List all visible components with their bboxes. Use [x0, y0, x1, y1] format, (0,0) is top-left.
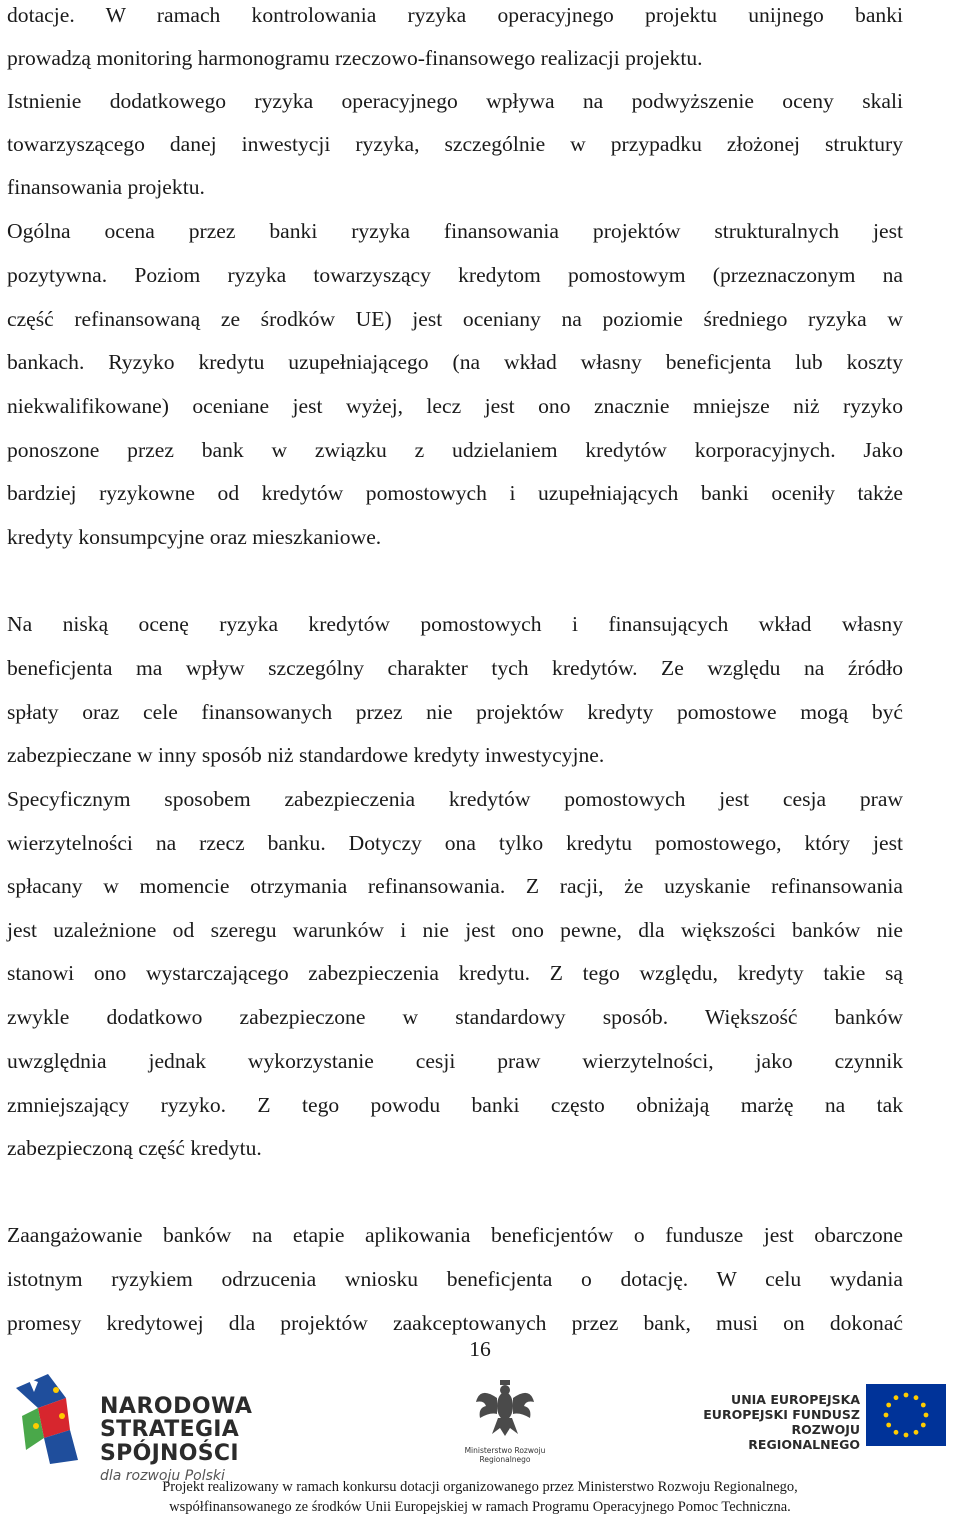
- text-line: Istnienie dodatkowego ryzyka operacyjnego wpływa na podwyższenie oceny skali: [7, 89, 903, 113]
- nss-emblem-icon: [8, 1368, 98, 1468]
- nss-logo: [8, 1368, 348, 1484]
- ministry-label: Ministerstwo Rozwoju Regionalnego: [464, 1446, 546, 1464]
- text-line: Ogólna ocena przez banki ryzyka finansowania projektów strukturalnych jest: [7, 219, 903, 243]
- nss-subtitle: dla rozwoju Polski: [100, 1468, 225, 1484]
- eagle-emblem-icon: [440, 1376, 570, 1446]
- text-line: ponoszone przez bank w związku z udzielaniem kredytów korporacyjnych. Jako: [7, 438, 903, 462]
- eu-logo: [688, 1378, 950, 1460]
- text-line: beneficjenta ma wpływ szczególny charakter tych kredytów. Ze względu na źródło: [7, 656, 903, 680]
- text-line: Specyficznym sposobem zabezpieczenia kredytów pomostowych jest cesja praw: [7, 787, 903, 811]
- text-line: spłacany w momencie otrzymania refinansowania. Z racji, że uzyskanie refinansowania: [7, 874, 903, 898]
- ministry-logo: [440, 1376, 570, 1466]
- footer-line2: współfinansowanego ze środków Unii Europejskiej w ramach Programu Operacyjnego Pomoc Techniczna.: [169, 1499, 791, 1515]
- text-line: bankach. Ryzyko kredytu uzupełniającego (na wkład własny beneficjenta lub koszty: [7, 350, 903, 374]
- text-line: zmniejszający ryzyko. Z tego powodu banki często obniżają marżę na tak: [7, 1093, 903, 1117]
- nss-title-line2: STRATEGIA SPÓJNOŚCI: [100, 1417, 240, 1466]
- text-line: wierzytelności na rzecz banku. Dotyczy ona tylko kredytu pomostowego, który jest: [7, 831, 903, 855]
- logo-bar: [0, 1368, 960, 1484]
- text-line: zabezpieczoną część kredytu.: [7, 1136, 262, 1160]
- footer-line1: Projekt realizowany w ramach konkursu dotacji organizowanego przez Ministerstwo Rozwoju Regionalnego,: [162, 1479, 798, 1495]
- text-line: część refinansowaną ze środków UE) jest oceniany na poziomie średniego ryzyka w: [7, 307, 903, 331]
- eu-flag-icon: [866, 1384, 946, 1446]
- eu-text-line2: EUROPEJSKI FUNDUSZ: [703, 1407, 860, 1422]
- nss-title-line1: NARODOWA: [100, 1394, 253, 1419]
- text-line: Na niską ocenę ryzyka kredytów pomostowych i finansujących wkład własny: [7, 612, 903, 636]
- text-line: prowadzą monitoring harmonogramu rzeczowo-finansowego realizacji projektu.: [7, 46, 703, 70]
- text-line: pozytywna. Poziom ryzyka towarzyszący kredytom pomostowym (przeznaczonym na: [7, 263, 903, 287]
- eu-text-line3: ROZWOJU REGIONALNEGO: [748, 1422, 860, 1452]
- eu-text-line1: UNIA EUROPEJSKA: [731, 1392, 860, 1407]
- text-line: bardziej ryzykowne od kredytów pomostowych i uzupełniających banki oceniły także: [7, 481, 903, 505]
- page-number: 16: [469, 1337, 491, 1361]
- text-line: dotacje. W ramach kontrolowania ryzyka operacyjnego projektu unijnego banki: [7, 3, 903, 27]
- text-line: uwzględnia jednak wykorzystanie cesji praw wierzytelności, jako czynnik: [7, 1049, 903, 1073]
- text-line: niekwalifikowane) oceniane jest wyżej, lecz jest ono znacznie mniejsze niż ryzyko: [7, 394, 903, 418]
- text-line: spłaty oraz cele finansowanych przez nie projektów kredyty pomostowe mogą być: [7, 700, 903, 724]
- text-line: istotnym ryzykiem odrzucenia wniosku beneficjenta o dotację. W celu wydania: [7, 1267, 903, 1291]
- text-line: towarzyszącego danej inwestycji ryzyka, szczególnie w przypadku złożonej struktury: [7, 132, 903, 156]
- text-line: zabezpieczane w inny sposób niż standardowe kredyty inwestycyjne.: [7, 743, 605, 767]
- text-line: promesy kredytowej dla projektów zaakceptowanych przez bank, musi on dokonać: [7, 1311, 903, 1335]
- text-line: zwykle dodatkowo zabezpieczone w standardowy sposób. Większość banków: [7, 1005, 903, 1029]
- text-line: Zaangażowanie banków na etapie aplikowania beneficjentów o fundusze jest obarczone: [7, 1223, 903, 1247]
- text-line: stanowi ono wystarczającego zabezpieczenia kredytu. Z tego względu, kredyty takie są: [7, 961, 903, 985]
- text-line: jest uzależnione od szeregu warunków i nie jest ono pewne, dla większości banków nie: [7, 918, 903, 942]
- text-line: kredyty konsumpcyjne oraz mieszkaniowe.: [7, 525, 382, 549]
- text-line: finansowania projektu.: [7, 175, 205, 199]
